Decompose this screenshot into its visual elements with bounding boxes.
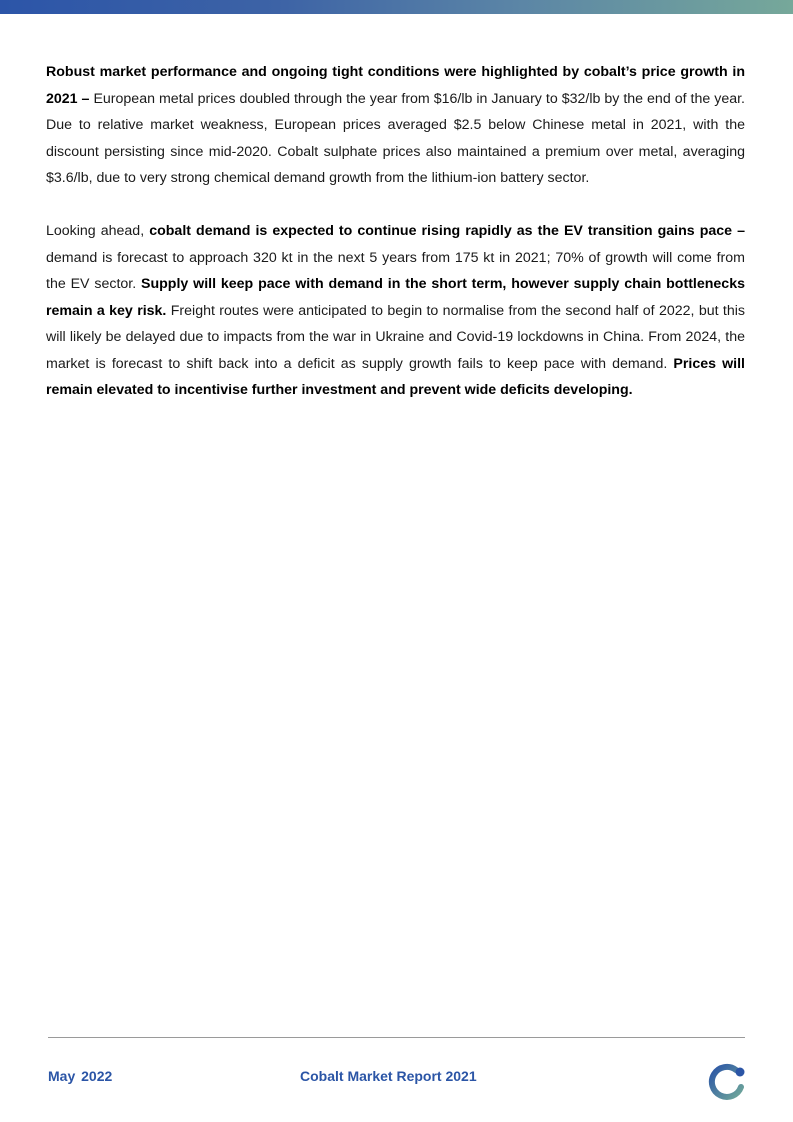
footer-divider — [48, 1037, 745, 1038]
paragraph-demand-outlook: Looking ahead, cobalt demand is expected to continue rising rapidly as the EV transition gains pace – demand is forecast to approach 320 kt in the next 5 years from 175 kt in 2021; 70% of growth will come from the EV sector. Supply will keep pace with demand in the short term, however supply chain bottlenecks remain a key risk. Freight routes were anticipated to begin to normalise from the second half of 2022, but this will likely be delayed due to impacts from the war in Ukraine and Covid-19 lockdowns in China. From 2024, the market is forecast to shift back into a deficit as supply growth fails to keep pace with demand. Prices will remain elevated to incentivise further investment and prevent wide deficits developing. — [46, 223, 745, 398]
paragraph-price-growth: Robust market performance and ongoing tight conditions were highlighted by cobalt’s price growth in 2021 – European metal prices doubled through the year from $16/lb in January to $32/lb by the end of the year. Due to relative market weakness, European prices averaged $2.5 below Chinese metal in 2021, with the discount persisting since mid-2020. Cobalt sulphate prices also maintained a premium over metal, averaging $3.6/lb, due to very strong chemical demand growth from the lithium-ion battery sector. — [46, 64, 745, 186]
footer-report-title: Cobalt Market Report 2021 — [300, 1068, 477, 1084]
header-gradient-bar — [0, 0, 793, 14]
report-body — [46, 59, 745, 430]
footer-date: May 2022 — [48, 1068, 113, 1084]
cobalt-institute-logo-icon — [707, 1061, 747, 1101]
